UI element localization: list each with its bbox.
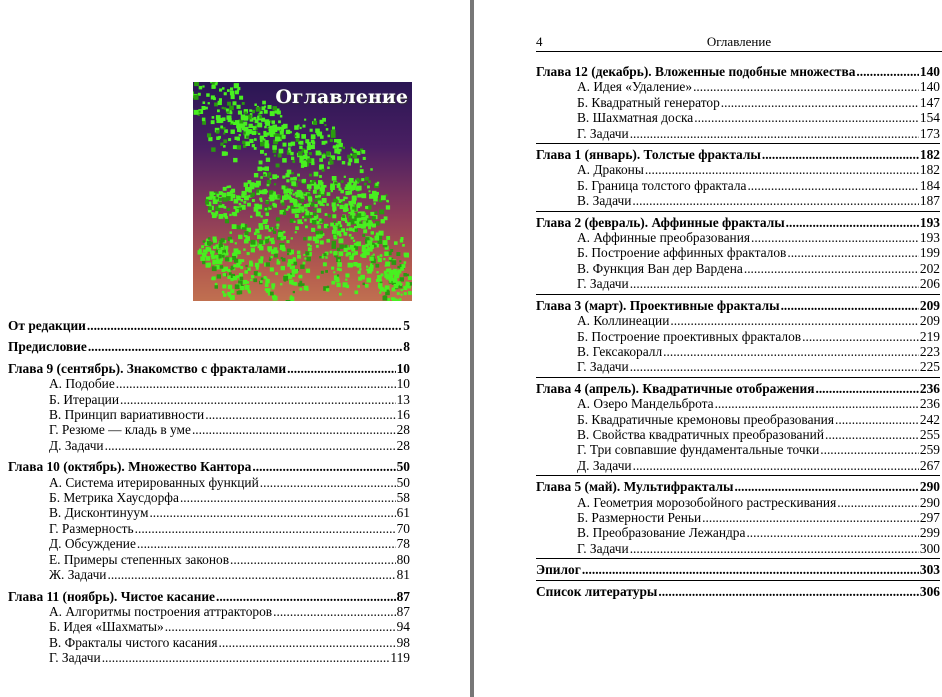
toc-entry-page: 87 — [396, 588, 410, 604]
dot-leader — [702, 510, 919, 525]
toc-entry-page: 140 — [919, 64, 940, 79]
dot-leader — [802, 329, 919, 344]
toc-entry-title: Г. Задачи — [577, 125, 629, 141]
dot-leader — [815, 381, 918, 396]
toc-entry-page: 58 — [396, 490, 410, 506]
toc-entry-title: В. Фракталы чистого касания — [49, 634, 218, 650]
toc-section-entry[interactable] — [536, 178, 940, 193]
dot-leader — [751, 230, 919, 245]
toc-entry-title: Эпилог — [536, 562, 581, 578]
toc-entry-title: В. Функция Ван дер Вардена — [577, 260, 743, 276]
toc-entry-title: Б. Метрика Хаусдорфа — [49, 490, 179, 506]
toc-entry-title: Д. Обсуждение — [49, 536, 136, 552]
toc-entry-page: 5 — [403, 318, 410, 333]
dot-leader — [630, 126, 919, 141]
dot-leader — [165, 619, 396, 634]
toc-entry-title: Б. Размерности Реньи — [577, 509, 702, 525]
toc-entry-page: 209 — [919, 313, 940, 329]
toc-entry-title: Г. Задачи — [49, 650, 101, 666]
running-header — [536, 34, 942, 52]
toc-entry-title: Г. Задачи — [577, 276, 629, 292]
dot-leader — [230, 552, 396, 567]
dot-leader — [630, 541, 919, 556]
toc-section-entry[interactable] — [8, 635, 410, 650]
toc-entry-title: Г. Три совпавшие фундаментальные точки — [577, 442, 820, 458]
toc-entry-page: 28 — [396, 437, 410, 453]
toc-section-entry[interactable] — [8, 650, 410, 665]
toc-entry-title: В. Задачи — [577, 193, 632, 209]
toc-section-entry[interactable] — [536, 313, 940, 328]
toc-entry-page: 300 — [919, 540, 940, 556]
toc-entry-title: А. Идея «Удаление» — [577, 79, 693, 95]
toc-entry-page: 147 — [919, 94, 940, 110]
toc-entry-page: 182 — [919, 147, 940, 163]
toc-entry-title: Б. Идея «Шахматы» — [49, 619, 164, 635]
toc-entry-title: Список литературы — [536, 583, 658, 599]
toc-chapter-entry[interactable] — [8, 589, 410, 604]
toc-entry-title: В. Шахматная доска — [577, 110, 694, 126]
toc-entry-title: А. Система итерированных функций — [49, 474, 259, 490]
dot-leader — [744, 261, 919, 276]
toc-section-entry[interactable] — [536, 162, 940, 177]
toc-entry-title: Г. Задачи — [577, 359, 629, 375]
toc-entry-title: Г. Резюме — кладь в уме — [49, 422, 191, 438]
toc-entry-title: А. Озеро Мандельброта — [577, 396, 714, 412]
dot-leader — [120, 392, 396, 407]
toc-entry-title: Д. Задачи — [577, 457, 632, 473]
dot-leader — [102, 650, 390, 665]
toc-entry-page: 80 — [396, 551, 410, 567]
dot-leader — [734, 479, 918, 494]
toc-entry-title: Глава 11 (ноябрь). Чистое касание — [8, 588, 215, 604]
toc-section-entry[interactable] — [536, 442, 940, 457]
toc-section-entry[interactable] — [8, 521, 410, 536]
toc-entry-title: В. Дисконтинуум — [49, 505, 149, 521]
toc-entry-page: 8 — [403, 339, 410, 355]
dot-leader — [135, 521, 396, 536]
toc-section-entry[interactable] — [8, 438, 410, 453]
toc-section-entry[interactable] — [536, 276, 940, 291]
toc-entry-page: 223 — [919, 343, 940, 359]
dot-leader — [715, 396, 919, 411]
toc-section-entry[interactable] — [8, 619, 410, 634]
chapter-separator — [536, 294, 940, 295]
toc-section-entry[interactable] — [536, 193, 940, 208]
chapter-separator — [536, 377, 940, 378]
toc-entry-title: Е. Примеры степенных законов — [49, 551, 230, 567]
toc-entry-title: Г. Задачи — [577, 540, 629, 556]
dot-leader — [837, 495, 919, 510]
toc-entry-title: Б. Квадратный генератор — [577, 94, 720, 110]
toc-entry-page: 50 — [396, 459, 410, 475]
dot-leader — [856, 64, 919, 79]
dot-leader — [87, 318, 402, 333]
toc-chapter-entry[interactable] — [536, 147, 940, 162]
toc-section-entry[interactable] — [8, 567, 410, 582]
toc-entry-title: Б. Граница толстого фрактала — [577, 177, 747, 193]
dot-leader — [663, 344, 919, 359]
toc-chapter-entry[interactable] — [8, 339, 410, 354]
toc-entry-title: Г. Размерность — [49, 520, 134, 536]
toc-section-entry[interactable] — [536, 458, 940, 473]
dot-leader — [582, 562, 919, 577]
toc-entry-title: А. Драконы — [577, 162, 644, 178]
table-of-contents-right — [536, 64, 940, 599]
toc-entry-page: 290 — [919, 479, 940, 495]
toc-entry-page: 193 — [919, 214, 940, 230]
toc-section-entry[interactable] — [536, 495, 940, 510]
header-page-number: 4 — [536, 34, 543, 49]
right-page — [474, 0, 942, 697]
toc-section-entry[interactable] — [8, 536, 410, 551]
table-of-contents-left — [8, 318, 410, 666]
chapter-separator — [536, 143, 940, 144]
dot-leader — [693, 79, 919, 94]
toc-entry-page: 16 — [396, 407, 410, 423]
toc-entry-page: 81 — [396, 567, 410, 583]
toc-section-entry[interactable] — [8, 475, 410, 490]
toc-entry-title: Глава 12 (декабрь). Вложенные подобные множества — [536, 64, 856, 79]
toc-entry-page: 61 — [396, 505, 410, 521]
toc-entry-title: Б. Квадратичные кремоновы преобразования — [577, 411, 834, 427]
toc-section-entry[interactable] — [536, 427, 940, 442]
header-title: Оглавление — [706, 34, 772, 49]
toc-chapter-entry[interactable] — [8, 361, 410, 376]
toc-entry-title: Б. Построение проективных фракталов — [577, 328, 802, 344]
toc-entry-page: 259 — [919, 442, 940, 458]
dot-leader — [835, 412, 919, 427]
dot-leader — [107, 567, 395, 582]
toc-section-entry[interactable] — [8, 422, 410, 437]
toc-section-entry[interactable] — [536, 412, 940, 427]
toc-chapter-entry[interactable] — [536, 584, 940, 599]
toc-section-entry[interactable] — [536, 344, 940, 359]
toc-entry-page: 154 — [919, 110, 940, 126]
dot-leader — [218, 635, 395, 650]
toc-entry-page: 306 — [919, 583, 940, 599]
toc-entry-title: А. Коллинеации — [577, 313, 670, 329]
toc-entry-title: Б. Построение аффинных фракталов — [577, 245, 787, 261]
toc-entry-title: Б. Итерации — [49, 391, 119, 407]
toc-chapter-entry[interactable] — [8, 459, 410, 474]
toc-entry-title: А. Подобие — [49, 376, 115, 392]
cover-title: Оглавление — [275, 86, 408, 108]
toc-entry-page: 206 — [919, 276, 940, 292]
dot-leader — [820, 442, 919, 457]
toc-section-entry[interactable] — [8, 392, 410, 407]
toc-entry-title: Предисловие — [8, 339, 87, 355]
toc-entry-page: 98 — [396, 634, 410, 650]
toc-entry-title: А. Аффинные преобразования — [577, 230, 751, 246]
toc-entry-title: А. Геометрия морозобойного растрескивания — [577, 494, 837, 510]
toc-entry-page: 10 — [396, 376, 410, 392]
toc-entry-page: 255 — [919, 426, 940, 442]
toc-section-entry[interactable] — [536, 110, 940, 125]
toc-section-entry[interactable] — [536, 525, 940, 540]
toc-entry-page: 303 — [919, 562, 940, 578]
toc-entry-page: 94 — [396, 619, 410, 635]
toc-entry-page: 297 — [919, 509, 940, 525]
dot-leader — [786, 215, 919, 230]
dot-leader — [645, 162, 919, 177]
toc-entry-title: Д. Задачи — [49, 437, 104, 453]
toc-section-entry[interactable] — [536, 359, 940, 374]
dot-leader — [781, 298, 919, 313]
dot-leader — [633, 458, 919, 473]
chapter-separator — [536, 580, 940, 581]
toc-entry-page: 202 — [919, 260, 940, 276]
toc-entry-title: Глава 1 (январь). Толстые фракталы — [536, 147, 761, 163]
dot-leader — [658, 584, 919, 599]
toc-section-entry[interactable] — [536, 126, 940, 141]
toc-entry-page: 78 — [396, 536, 410, 552]
toc-entry-page: 199 — [919, 245, 940, 261]
left-page — [0, 0, 470, 697]
toc-chapter-entry[interactable] — [536, 215, 940, 230]
dot-leader — [192, 422, 396, 437]
toc-entry-page: 119 — [390, 650, 410, 666]
toc-entry-page: 267 — [919, 457, 940, 473]
toc-entry-title: От редакции — [8, 318, 86, 333]
toc-section-entry[interactable] — [536, 261, 940, 276]
toc-section-entry[interactable] — [8, 604, 410, 619]
toc-chapter-entry[interactable] — [536, 479, 940, 494]
dot-leader — [88, 339, 402, 354]
cover-image — [193, 82, 412, 301]
dot-leader — [670, 313, 919, 328]
dot-leader — [746, 525, 918, 540]
toc-chapter-entry[interactable] — [536, 64, 940, 79]
toc-entry-title: Глава 2 (февраль). Аффинные фракталы — [536, 214, 785, 230]
toc-section-entry[interactable] — [8, 490, 410, 505]
dot-leader — [216, 589, 396, 604]
toc-entry-title: Ж. Задачи — [49, 567, 107, 583]
toc-chapter-entry[interactable] — [536, 298, 940, 313]
dot-leader — [137, 536, 396, 551]
toc-section-entry[interactable] — [536, 230, 940, 245]
toc-entry-title: Глава 5 (май). Мультифракталы — [536, 479, 734, 495]
toc-section-entry[interactable] — [536, 245, 940, 260]
toc-entry-page: 236 — [919, 380, 940, 396]
toc-chapter-entry[interactable] — [8, 318, 410, 333]
toc-entry-title: Глава 4 (апрель). Квадратичные отображения — [536, 380, 815, 396]
dot-leader — [825, 427, 919, 442]
toc-entry-page: 290 — [919, 494, 940, 510]
toc-entry-title: В. Свойства квадратичных преобразований — [577, 426, 824, 442]
dot-leader — [287, 361, 396, 376]
dot-leader — [694, 110, 919, 125]
toc-entry-title: Глава 10 (октябрь). Множество Кантора — [8, 459, 252, 475]
chapter-separator — [536, 475, 940, 476]
toc-section-entry[interactable] — [536, 79, 940, 94]
toc-entry-page: 193 — [919, 230, 940, 246]
dot-leader — [252, 459, 395, 474]
toc-entry-page: 10 — [396, 360, 410, 376]
toc-entry-page: 182 — [919, 162, 940, 178]
chapter-separator — [536, 558, 940, 559]
dot-leader — [149, 505, 395, 520]
dot-leader — [273, 604, 395, 619]
dot-leader — [630, 276, 919, 291]
toc-section-entry[interactable] — [536, 541, 940, 556]
toc-entry-page: 70 — [396, 520, 410, 536]
toc-section-entry[interactable] — [536, 95, 940, 110]
toc-entry-page: 242 — [919, 411, 940, 427]
dot-leader — [180, 490, 396, 505]
dot-leader — [260, 475, 396, 490]
dot-leader — [105, 438, 396, 453]
dot-leader — [632, 193, 919, 208]
toc-section-entry[interactable] — [8, 505, 410, 520]
toc-entry-page: 173 — [919, 125, 940, 141]
toc-entry-page: 13 — [396, 391, 410, 407]
toc-section-entry[interactable] — [536, 329, 940, 344]
toc-chapter-entry[interactable] — [536, 562, 940, 577]
fractal-illustration — [193, 82, 412, 301]
toc-entry-title: В. Гексакоралл — [577, 343, 663, 359]
dot-leader — [787, 245, 919, 260]
toc-entry-page: 140 — [919, 79, 940, 95]
toc-entry-page: 50 — [396, 474, 410, 490]
toc-entry-page: 299 — [919, 525, 940, 541]
toc-section-entry[interactable] — [536, 510, 940, 525]
toc-section-entry[interactable] — [8, 552, 410, 567]
toc-entry-title: А. Алгоритмы построения аттракторов — [49, 603, 273, 619]
toc-entry-title: Глава 3 (март). Проективные фракталы — [536, 297, 780, 313]
toc-section-entry[interactable] — [536, 396, 940, 411]
toc-section-entry[interactable] — [8, 376, 410, 391]
toc-entry-page: 87 — [396, 603, 410, 619]
toc-entry-page: 236 — [919, 396, 940, 412]
toc-section-entry[interactable] — [8, 407, 410, 422]
dot-leader — [721, 95, 919, 110]
toc-entry-title: В. Преобразование Лежандра — [577, 525, 746, 541]
dot-leader — [205, 407, 395, 422]
dot-leader — [762, 147, 919, 162]
toc-entry-page: 28 — [396, 422, 410, 438]
toc-entry-title: Глава 9 (сентябрь). Знакомство с фракталами — [8, 360, 287, 376]
toc-entry-page: 187 — [919, 193, 940, 209]
toc-entry-page: 219 — [919, 328, 940, 344]
toc-entry-page: 209 — [919, 297, 940, 313]
dot-leader — [116, 376, 396, 391]
chapter-separator — [536, 211, 940, 212]
dot-leader — [630, 359, 919, 374]
toc-entry-page: 225 — [919, 359, 940, 375]
toc-entry-title: В. Принцип вариативности — [49, 407, 205, 423]
toc-chapter-entry[interactable] — [536, 381, 940, 396]
toc-entry-page: 184 — [919, 177, 940, 193]
dot-leader — [747, 178, 918, 193]
